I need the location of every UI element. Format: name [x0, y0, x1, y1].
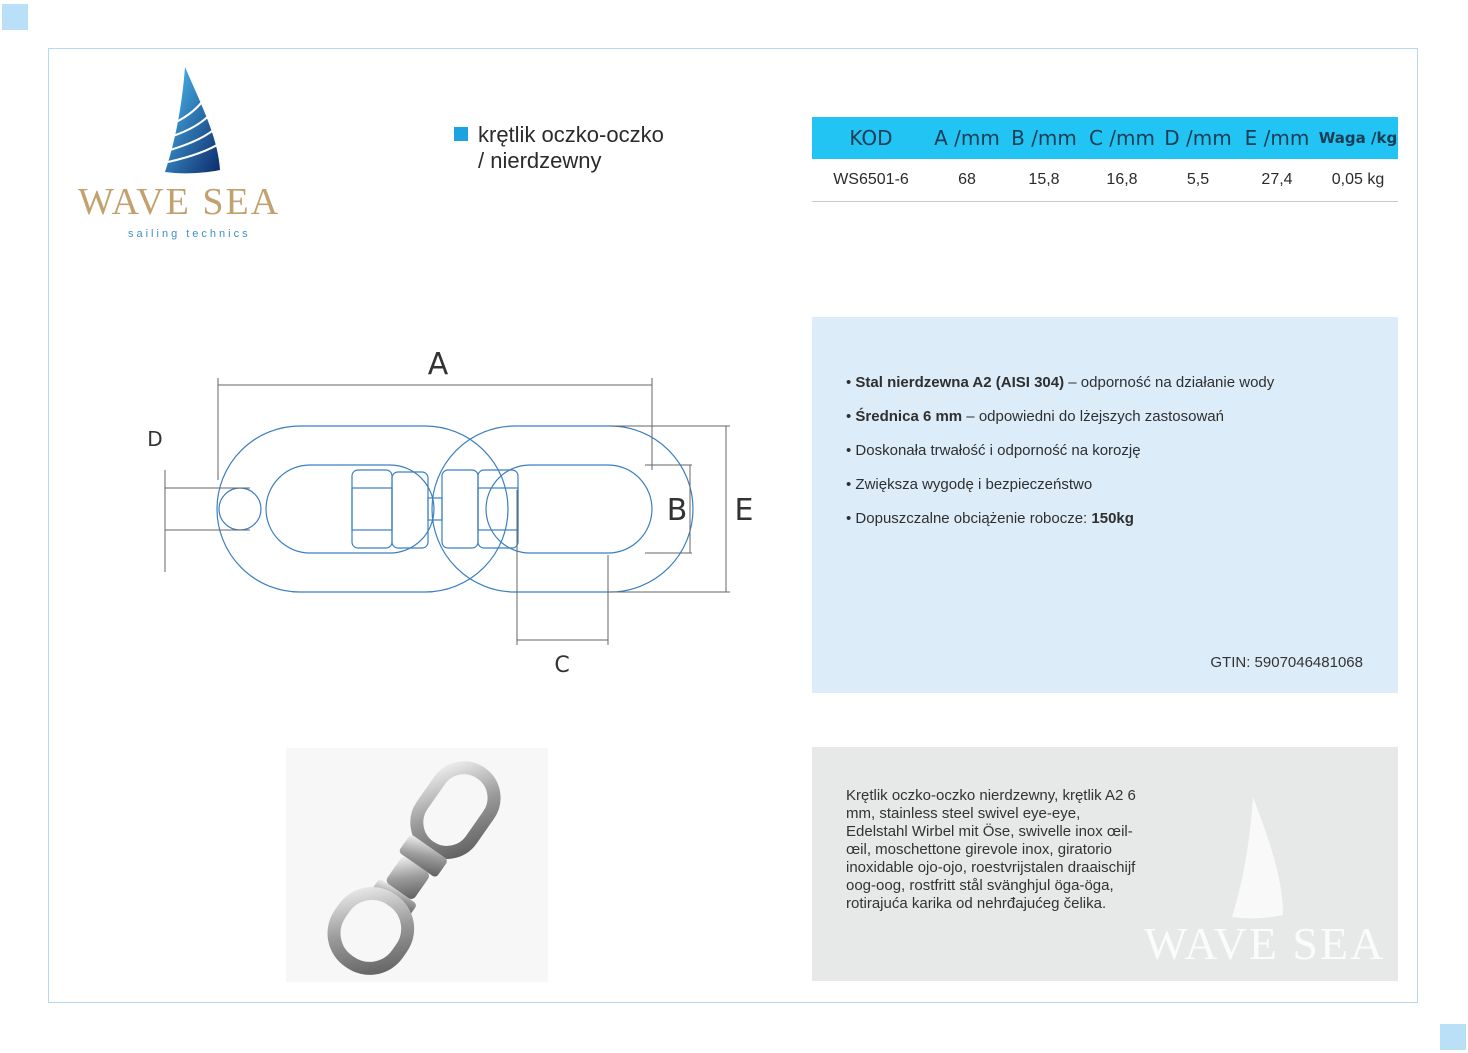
header-d: D /mm [1160, 117, 1236, 159]
header-waga: Waga /kg [1318, 117, 1398, 159]
feature-item: • Doskonała trwałość i odporność na korozję [846, 442, 1141, 459]
table-row [812, 159, 1398, 202]
cell-kod: WS6501-6 [812, 159, 930, 202]
spec-table [812, 117, 1398, 202]
brand-name: WAVE SEA [78, 181, 281, 223]
cell-c: 16,8 [1084, 159, 1160, 202]
cell-b: 15,8 [1004, 159, 1084, 202]
feature-item: • Średnica 6 mm – odpowiedni do lżejszych zastosowań [846, 408, 1224, 425]
product-photo [286, 748, 548, 982]
feature-item: • Zwiększa wygodę i bezpieczeństwo [846, 476, 1093, 493]
cell-e: 27,4 [1236, 159, 1318, 202]
product-title [454, 122, 664, 174]
label-e: E [734, 493, 754, 528]
header-b: B /mm [1004, 117, 1084, 159]
cell-a: 68 [930, 159, 1004, 202]
technical-drawing [140, 340, 760, 680]
right-eye-outer [432, 426, 693, 592]
label-b: B [666, 493, 688, 528]
gtin: GTIN: 5907046481068 [1210, 654, 1363, 671]
header-kod: KOD [812, 117, 930, 159]
feature-item: • Dopuszczalne obciążenie robocze: 150kg [846, 510, 1134, 527]
description-text: Krętlik oczko-oczko nierdzewny, krętlik A2 6 mm, stainless steel swivel eye-eye, Edelstahl Wirbel mit Öse, swivelle inox œil-œil, moschettone girevole inox, giratorio inoxidable ojo-ojo, roestvrijstalen draaischijf oog-oog, rostfritt stål svänghjul öga-öga, rotirajuća karika od nehrđajućeg čelika. [846, 787, 1136, 912]
product-title-line1: krętlik oczko-oczko [478, 122, 664, 147]
brand-tagline: sailing technics [128, 228, 251, 240]
cell-waga: 0,05 kg [1318, 159, 1398, 202]
feature-item: • Stal nierdzewna A2 (AISI 304) – odporność na działanie wody [846, 374, 1275, 391]
corner-mark-top-left [2, 4, 28, 30]
d-circle [219, 488, 261, 530]
spec-header-row [812, 117, 1398, 159]
right-nut [442, 470, 478, 548]
left-eye-inner [266, 465, 434, 553]
left-nut [352, 470, 392, 548]
watermark-text: WAVE SEA [1144, 918, 1386, 969]
description-box [812, 747, 1398, 981]
product-title-line2: / nierdzewny [478, 148, 602, 173]
right-eye-inner [486, 465, 652, 553]
center-body [392, 472, 428, 548]
feature-list [846, 372, 1274, 542]
header-e: E /mm [1236, 117, 1318, 159]
label-a: A [427, 347, 449, 382]
header-a: A /mm [930, 117, 1004, 159]
feature-box [812, 317, 1398, 693]
corner-mark-bottom-right [1440, 1024, 1466, 1050]
label-c: C [554, 653, 570, 678]
cell-d: 5,5 [1160, 159, 1236, 202]
header-c: C /mm [1084, 117, 1160, 159]
title-square-icon [454, 127, 468, 141]
label-d: D [147, 427, 163, 451]
